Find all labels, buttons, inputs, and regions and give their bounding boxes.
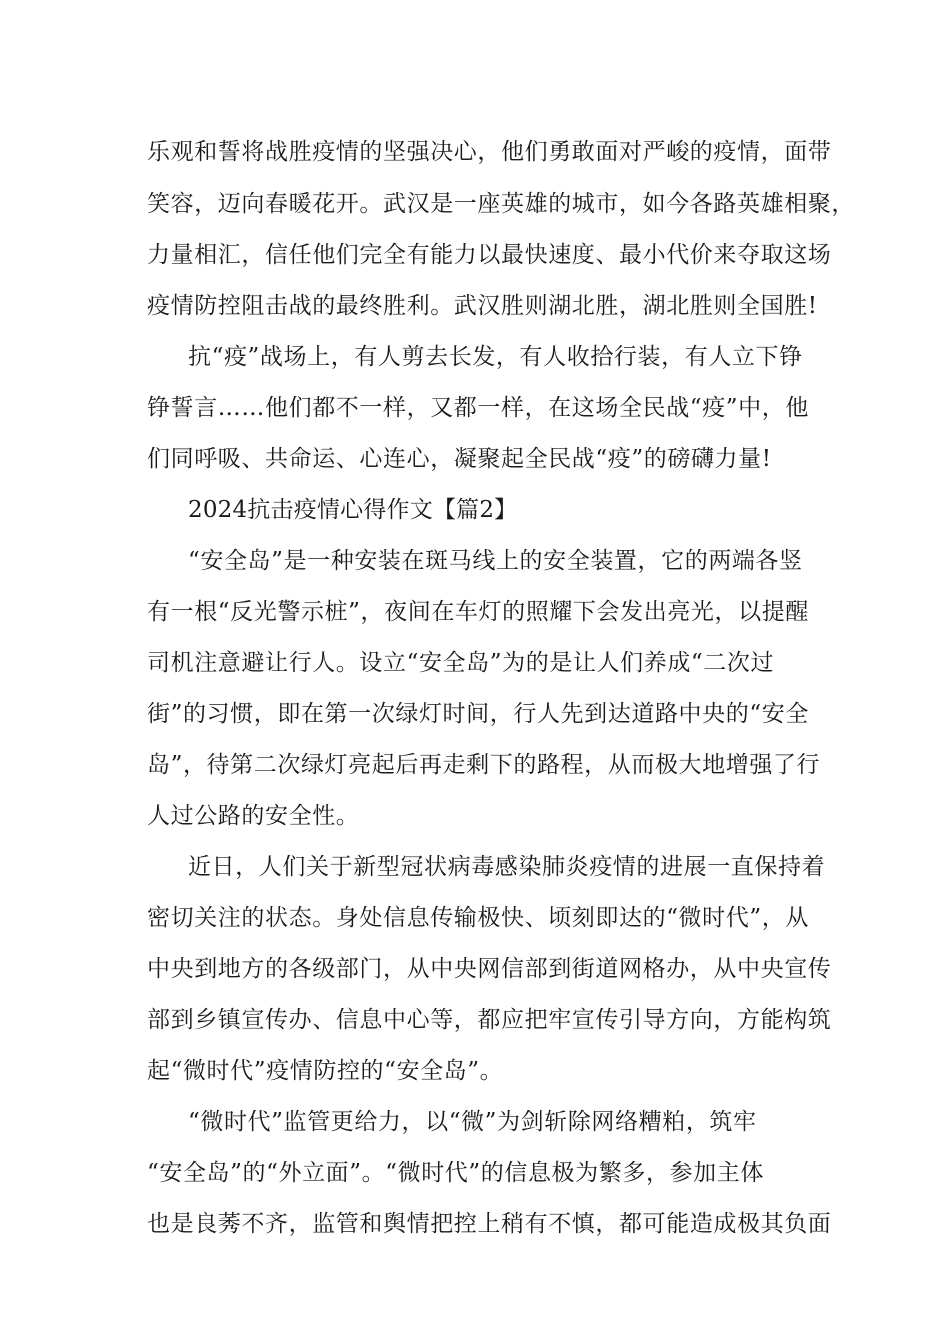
paragraph-1-line-4: 疫情防控阻击战的最终胜利。武汉胜则湖北胜，湖北胜则全国胜! [147,293,818,319]
paragraph-3-line-1: “安全岛”是一种安装在斑马线上的安全装置，它的两端各竖 [188,548,803,574]
paragraph-5-line-1: “微时代”监管更给力，以“微”为剑斩除网络糟粕，筑牢 [188,1109,757,1135]
paragraph-4-line-2: 密切关注的状态。身处信息传输极快、顷刻即达的“微时代”，从 [147,905,809,931]
paragraph-2-line-2: 铮誓言……他们都不一样，又都一样，在这场全民战“疫”中，他 [147,395,809,421]
paragraph-5-line-2: “安全岛”的“外立面”。“微时代”的信息极为繁多，参加主体 [147,1160,764,1186]
paragraph-2-line-1: 抗“疫”战场上，有人剪去长发，有人收拾行装，有人立下铮 [188,344,803,370]
paragraph-1-line-2: 笑容，迈向春暖花开。武汉是一座英雄的城市，如今各路英雄相聚， [147,191,855,217]
paragraph-3-line-2: 有一根“反光警示桩”，夜间在车灯的照耀下会发出亮光，以提醒 [147,599,809,625]
paragraph-3-line-3: 司机注意避让行人。设立“安全岛”为的是让人们养成“二次过 [147,650,775,676]
paragraph-4-line-3: 中央到地方的各级部门，从中央网信部到街道网格办，从中央宣传 [147,956,832,982]
paragraph-3-line-6: 人过公路的安全性。 [147,803,360,829]
paragraph-1-line-3: 力量相汇，信任他们完全有能力以最快速度、最小代价来夺取这场 [147,242,832,268]
paragraph-1-line-1: 乐观和誓将战胜疫情的坚强决心，他们勇敢面对严峻的疫情，面带 [147,139,832,165]
paragraph-4-line-1: 近日，人们关于新型冠状病毒感染肺炎疫情的进展一直保持着 [188,854,826,880]
paragraph-4-line-5: 起“微时代”疫情防控的“安全岛”。 [147,1058,504,1084]
paragraph-5-line-3: 也是良莠不齐，监管和舆情把控上稍有不慎，都可能造成极其负面 [147,1211,832,1237]
paragraph-3-line-4: 街”的习惯，即在第一次绿灯时间，行人先到达道路中央的“安全 [147,701,809,727]
paragraph-4-line-4: 部到乡镇宣传办、信息中心等，都应把牢宣传引导方向，方能构筑 [147,1007,832,1033]
paragraph-3-line-5: 岛”，待第二次绿灯亮起后再走剩下的路程，从而极大地增强了行 [147,752,821,778]
section-heading: 2024抗击疫情心得作文【篇2】 [188,497,518,523]
paragraph-2-line-3: 们同呼吸、共命运、心连心，凝聚起全民战“疫”的磅礴力量! [147,446,772,472]
